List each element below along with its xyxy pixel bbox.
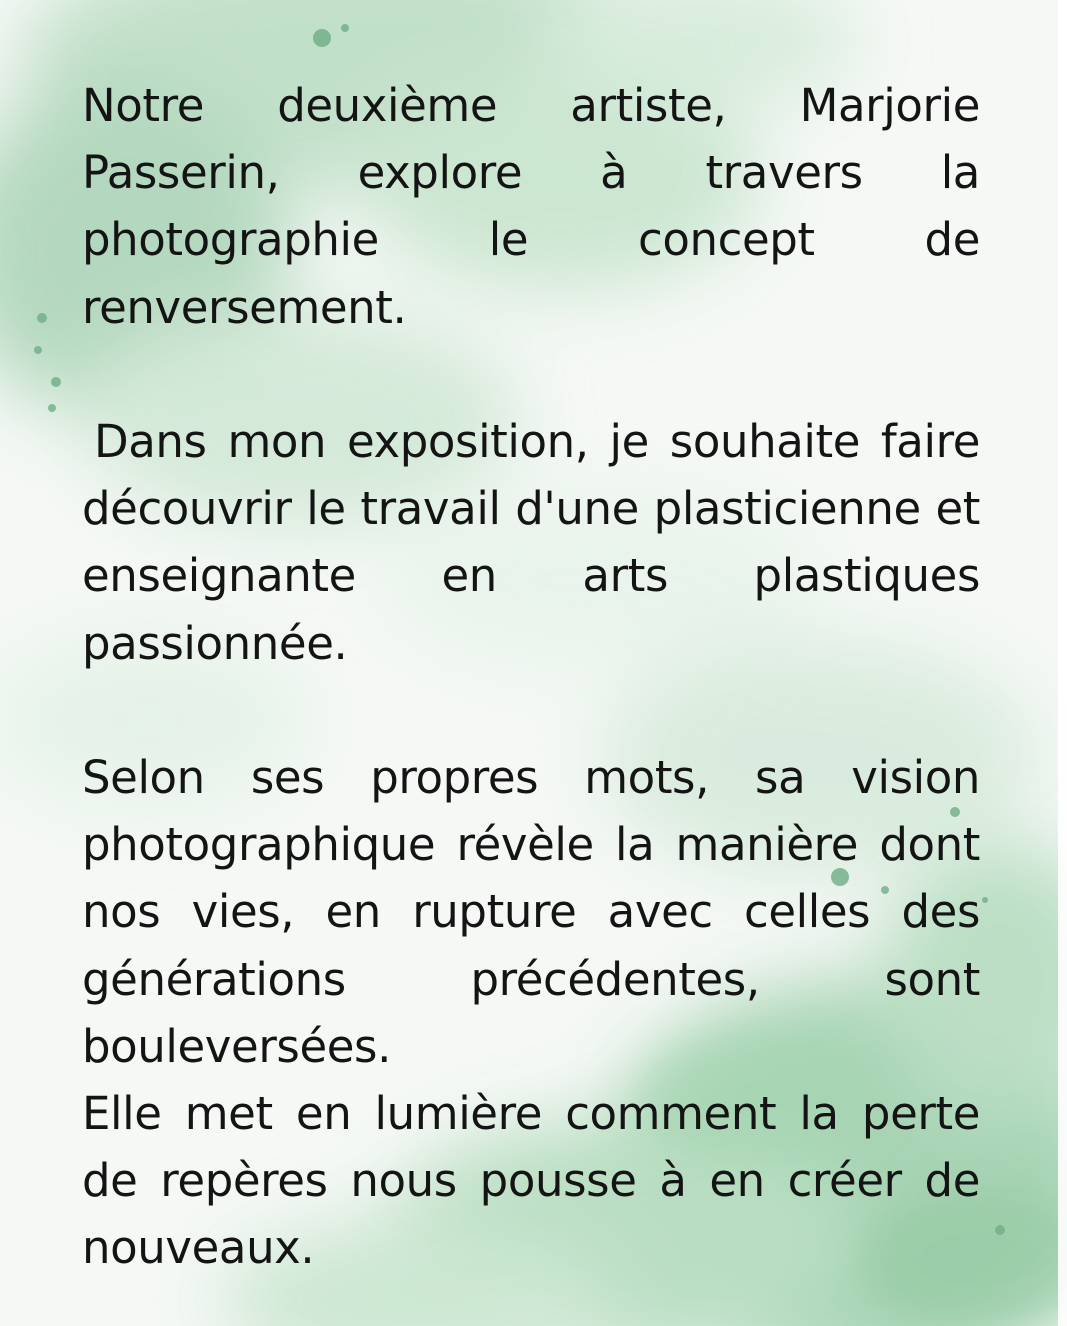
paragraph-vision: Selon ses propres mots, sa vision photographique révèle la manière dont nos vies, en rupture avec celles des générations précédentes, sont bouleversées.: [82, 751, 980, 1073]
paragraph-intro: Notre deuxième artiste, Marjorie Passerin, explore à travers la photographie le concept de renversement.: [82, 79, 980, 334]
paragraph-conclusion: Elle met en lumière comment la perte de repères nous pousse à en créer de nouveaux.: [82, 1087, 980, 1275]
paragraph-exhibition: Dans mon exposition, je souhaite faire découvrir le travail d'une plasticienne et enseignante en arts plastiques passionnée.: [82, 415, 980, 670]
article-text: [82, 72, 980, 1282]
